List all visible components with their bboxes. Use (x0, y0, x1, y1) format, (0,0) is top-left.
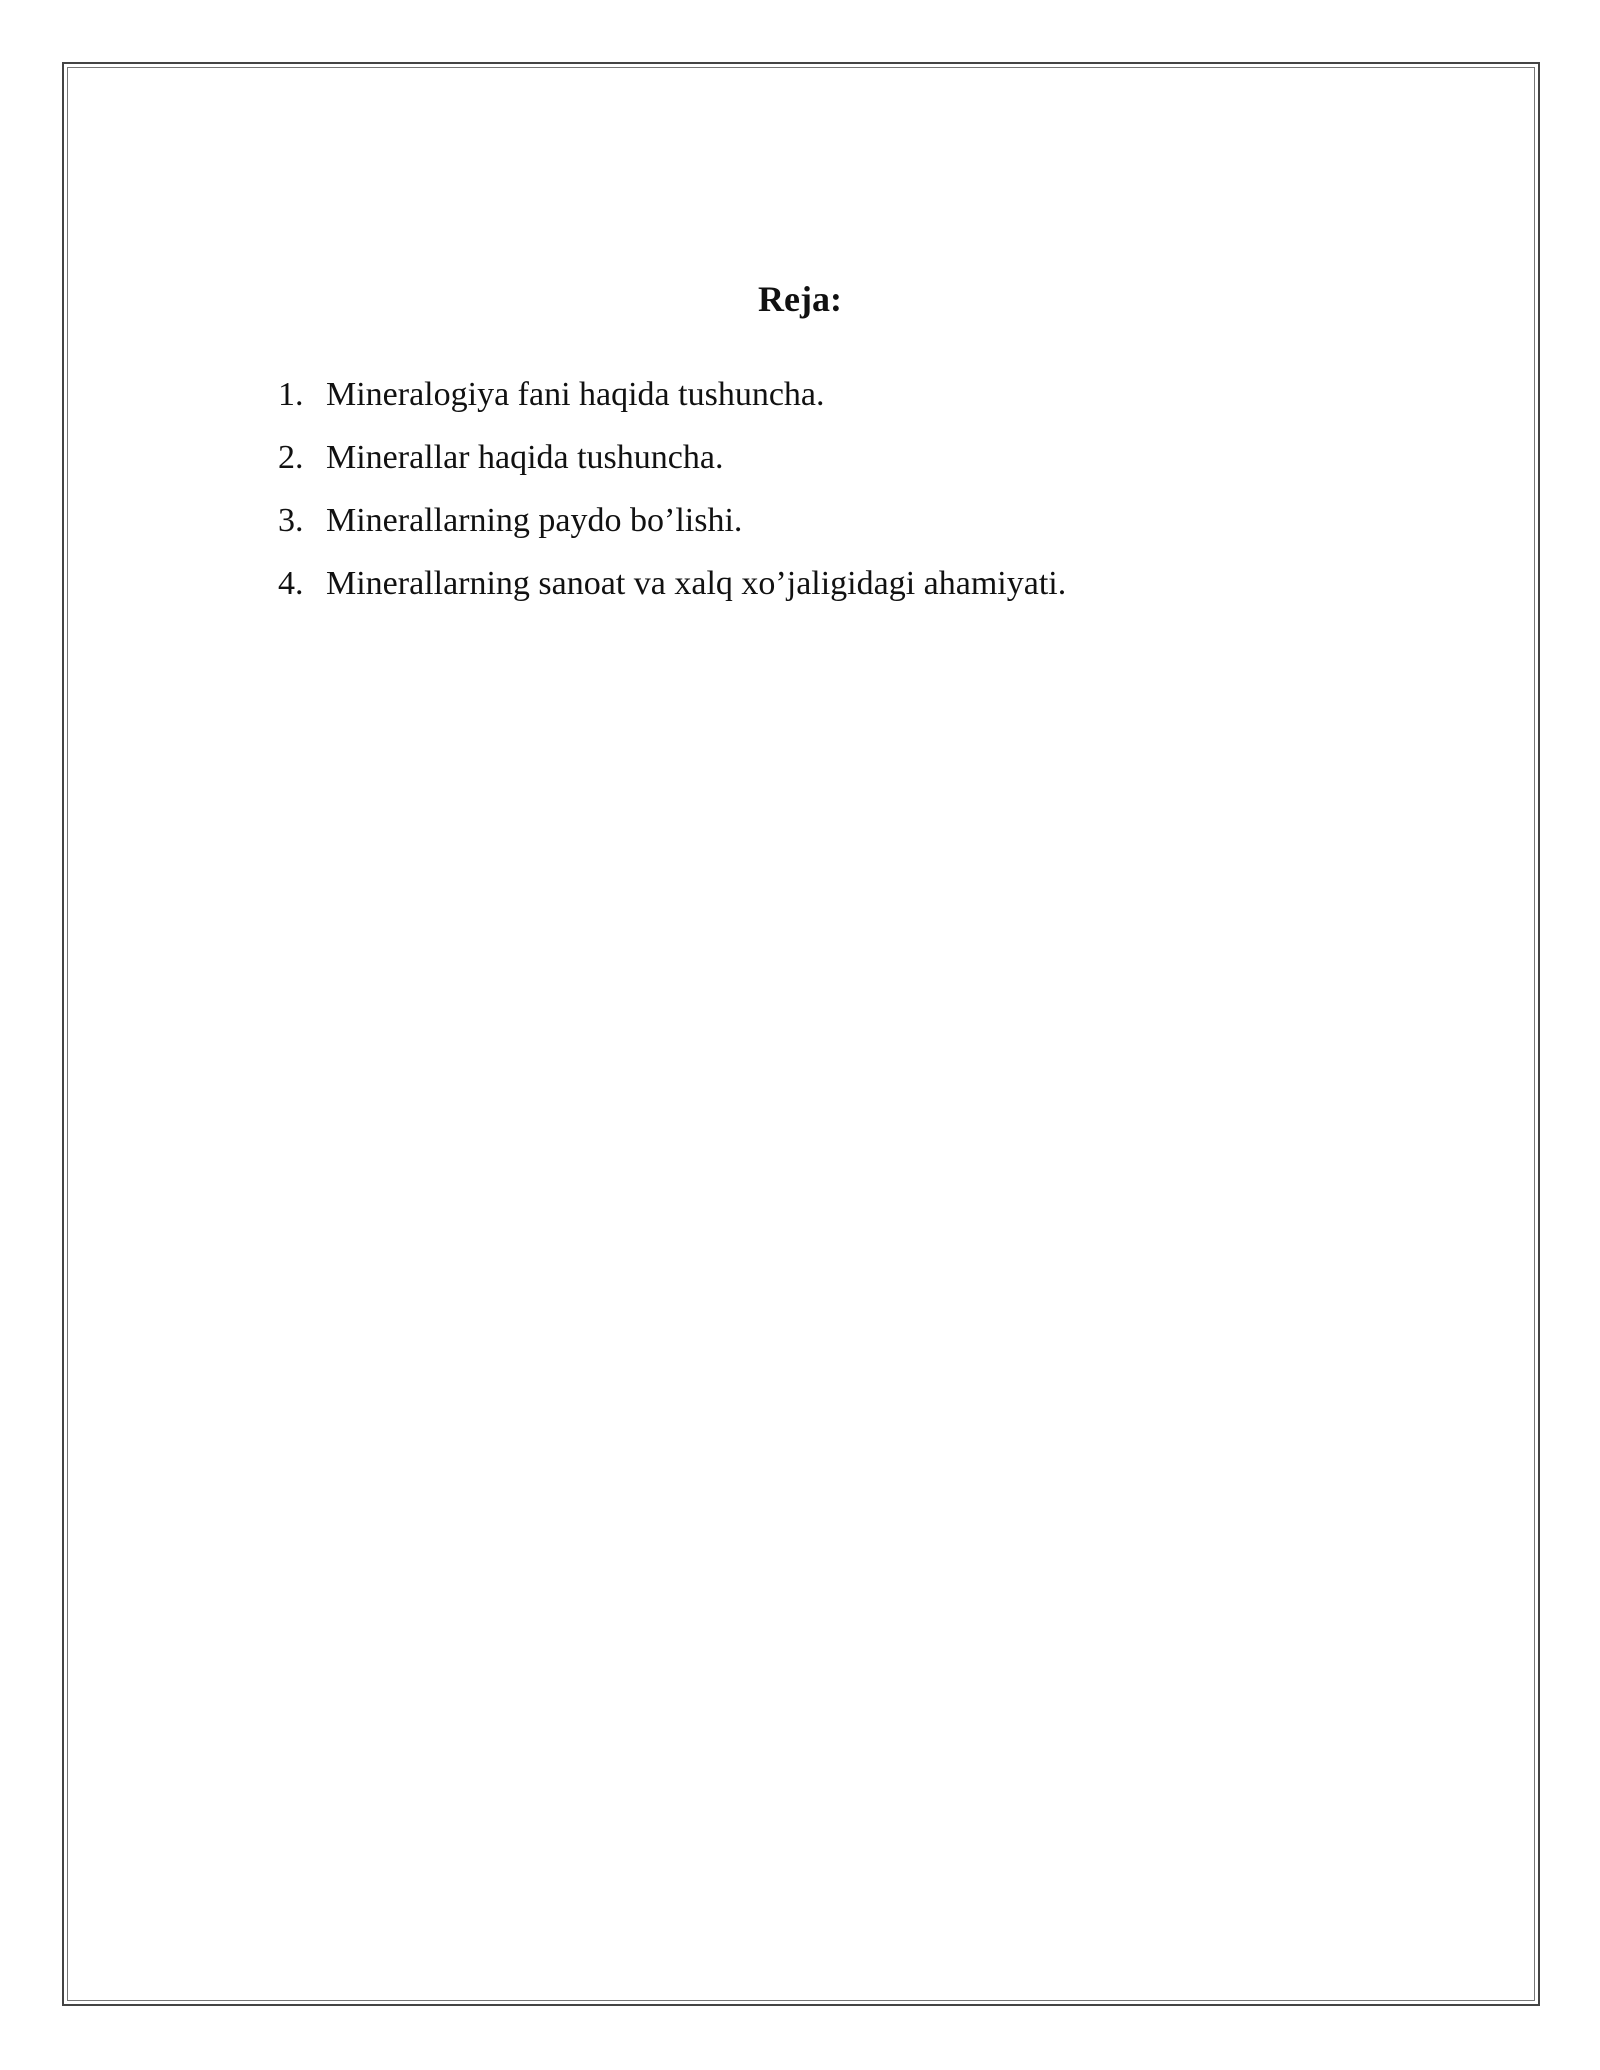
list-item (278, 489, 1066, 552)
list-item-text: Minerallarning sanoat va xalq xo’jaligidagi ahamiyati. (326, 565, 1067, 602)
page-border-inner (67, 67, 1535, 2001)
list-item-number: 4. (278, 565, 304, 602)
plan-list (278, 363, 1066, 615)
list-item-text: Mineralogiya fani haqida tushuncha. (326, 376, 825, 413)
list-item (278, 363, 1066, 426)
page-border (62, 62, 1540, 2006)
list-item-number: 2. (278, 439, 304, 476)
list-item-text: Minerallar haqida tushuncha. (326, 439, 724, 476)
list-item-number: 1. (278, 376, 304, 413)
list-item (278, 552, 1066, 615)
list-item-text: Minerallarning paydo bo’lishi. (326, 502, 743, 539)
list-item-number: 3. (278, 502, 304, 539)
list-item (278, 426, 1066, 489)
page-title: Reja: (758, 279, 842, 319)
